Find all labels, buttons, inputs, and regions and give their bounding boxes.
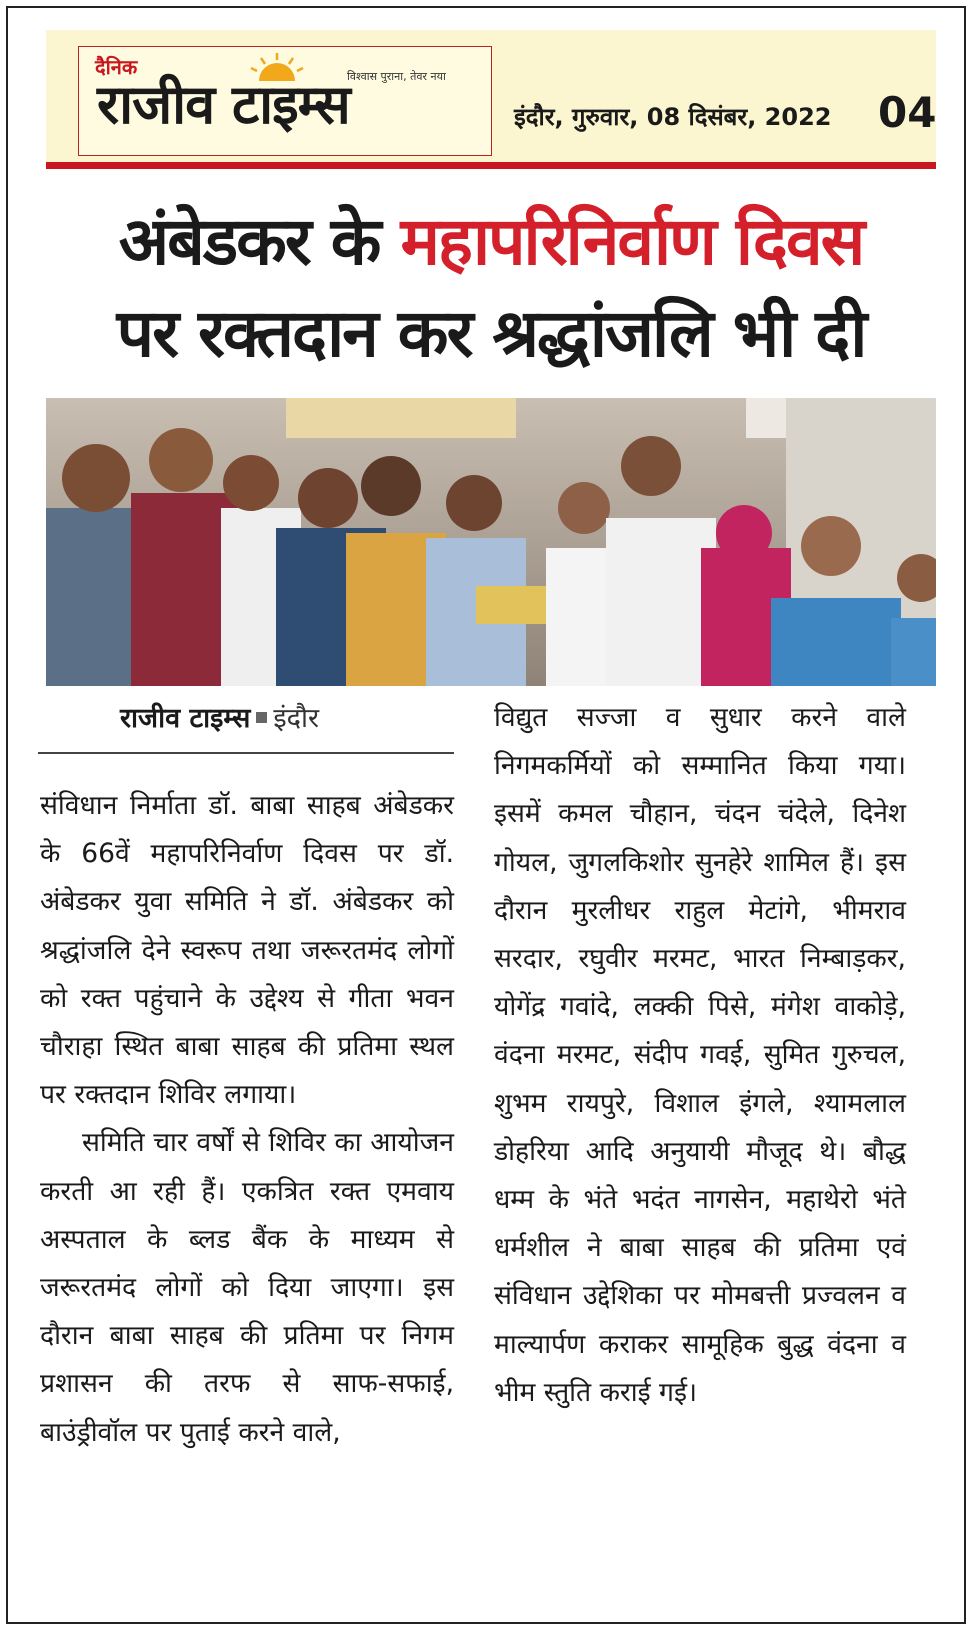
masthead-rule [46,162,936,169]
article-paragraph: विद्युत सज्जा व सुधार करने वाले निगमकर्मियों को सम्मानित किया गया। इसमें कमल चौहान, चंदन चंदेले, दिनेश गोयल, जुगलकिशोर सुनहेरे शामिल हैं। इस दौरान मुरलीधर राहुल मेटांगे, भीमराव सरदार, रघुवीर मरमट, भारत निम्बाड़कर, योगेंद्र गवांदे, लक्की पिसे, मंगेश वाकोड़े, वंदना मरमट, संदीप गवई, सुमित गुरुचल, शुभम रायपुरे, विशाल इंगले, श्यामलाल डोहरिया आदि अनुयायी मौजूद थे। बौद्ध धम्म के भंते भदंत नागसेन, महाथेरो भंते धर्मशील ने बाबा साहब की प्रतिमा एवं संविधान उद्देशिका पर मोमबत्ती प्रज्वलन व माल्यार्पण कराकर सामूहिक बुद्ध वंदना व भीम स्तुति कराई गई। [494,702,906,1408]
article-column-right [494,694,906,1417]
headline-highlight: महापरिनिर्वाण दिवस [400,203,864,280]
article-column-left [40,782,454,1457]
byline-city: इंदौर [273,703,320,734]
headline [46,196,936,380]
byline [120,698,319,735]
group-photo-illustration [46,398,936,686]
newspaper-page [6,6,966,1624]
byline-rule [38,752,454,754]
event-photo [46,398,936,686]
date-line: इंदौर, गुरुवार, 08 दिसंबर, 2022 [514,103,832,131]
article-paragraph: संविधान निर्माता डॉ. बाबा साहब अंबेडकर के 66वें महापरिनिर्वाण दिवस पर डॉ. अंबेडकर युवा समिति ने डॉ. अंबेडकर को श्रद्धांजलि देने स्वरूप तथा जरूरतमंद लोगों को रक्त पहुंचाने के उद्देश्य से गीता भवन चौराहा स्थित बाबा साहब की प्रतिमा स्थल पर रक्तदान शिविर लगाया। [40,790,454,1111]
masthead [46,30,936,162]
headline-line2: पर रक्तदान कर श्रद्धांजलि भी दी [116,295,866,372]
article-paragraph: समिति चार वर्षों से शिविर का आयोजन करती आ रही हैं। एकत्रित रक्त एमवाय अस्पताल के ब्लड बैंक के माध्यम से जरूरतमंद लोगों को दिया जाएगा। इस दौरान बाबा साहब की प्रतिमा पर निगम प्रशासन की तरफ से साफ-सफाई, बाउंड्रीवॉल पर पुताई करने वाले, [40,1127,454,1448]
headline-part1: अंबेडकर के [118,203,401,280]
logo-main-text: राजीव टाइम्स [97,73,350,136]
newspaper-logo [78,46,492,156]
page-number: 04 [878,88,937,137]
logo-tagline: विश्वास पुराना, तेवर नया [347,70,446,83]
logo-small-text: दैनिक [95,55,138,79]
byline-separator [256,712,267,723]
byline-paper: राजीव टाइम्स [120,703,251,734]
